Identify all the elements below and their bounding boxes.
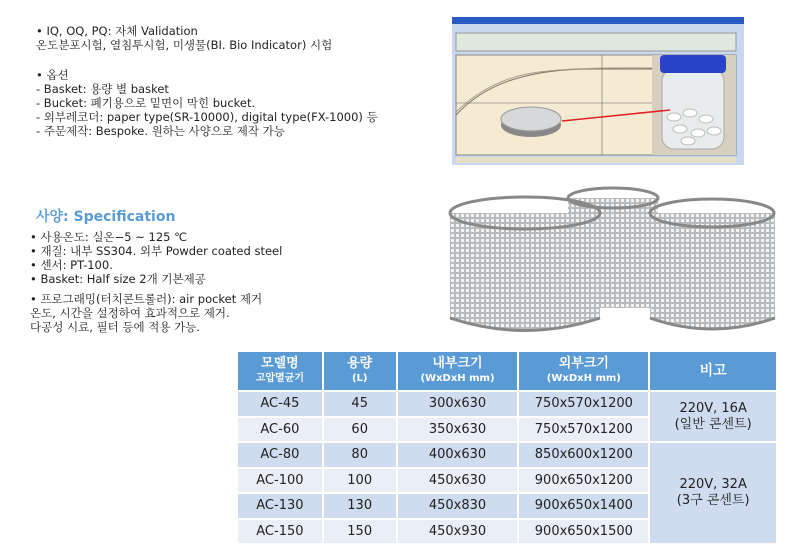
cell-capacity: 80 <box>323 442 397 468</box>
cell-model: AC-60 <box>238 417 323 443</box>
program-item: • 프로그래밍(터치콘트롤러): air pocket 제거 <box>30 292 263 306</box>
header-outer-size: 외부크기 (WxDxH mm) <box>518 352 649 391</box>
software-screenshot-image <box>452 17 744 165</box>
option-item: - Basket: 용량 별 basket <box>36 82 169 96</box>
validation-text <box>36 24 332 52</box>
cell-model: AC-45 <box>238 391 323 417</box>
option-item: - Bucket: 폐기용으로 밑면이 막힌 bucket. <box>36 96 256 110</box>
header-capacity: 용량 (L) <box>323 352 397 391</box>
cell-capacity: 60 <box>323 417 397 443</box>
cell-outer: 750x570x1200 <box>518 417 649 443</box>
spec-title: 사양: Specification <box>36 209 176 225</box>
option-item: - 주문제작: Bespoke. 원하는 사양으로 제작 가능 <box>36 124 285 138</box>
basket-right <box>650 199 775 329</box>
table-row <box>238 391 777 417</box>
validation-tests: 온도분포시험, 열침투시험, 미생물(BI. Bio Indicator) 시험 <box>36 38 333 52</box>
cell-note: 220V, 32A (3구 콘센트) <box>649 442 777 544</box>
spec-list <box>30 230 282 334</box>
options-list <box>36 68 378 138</box>
options-heading: • 옵션 <box>36 68 69 82</box>
cell-inner: 450x830 <box>397 493 519 519</box>
header-note: 비고 <box>649 352 777 391</box>
basket-left <box>450 197 600 331</box>
cell-capacity: 150 <box>323 519 397 545</box>
cell-outer: 750x570x1200 <box>518 391 649 417</box>
spec-item: • 사용온도: 실온−5 ~ 125 ℃ <box>30 230 188 244</box>
cell-model: AC-150 <box>238 519 323 545</box>
cell-inner: 300x630 <box>397 391 519 417</box>
header-model: 모델명 고압멸균기 <box>238 352 323 391</box>
cell-outer: 900x650x1500 <box>518 519 649 545</box>
program-item: 다공성 시료, 필터 등에 적용 가능. <box>30 320 201 334</box>
cell-inner: 450x930 <box>397 519 519 545</box>
cell-outer: 850x600x1200 <box>518 442 649 468</box>
spec-table <box>238 352 778 545</box>
basket-image <box>440 178 790 348</box>
spec-item: • 재질: 내부 SS304. 외부 Powder coated steel <box>30 244 283 258</box>
header-inner-size: 내부크기 (WxDxH mm) <box>397 352 519 391</box>
cell-model: AC-80 <box>238 442 323 468</box>
cell-capacity: 45 <box>323 391 397 417</box>
validation-line: • IQ, OQ, PQ: 자체 Validation <box>36 24 198 38</box>
cell-outer: 900x650x1200 <box>518 468 649 494</box>
cell-note: 220V, 16A (일반 콘센트) <box>649 391 777 442</box>
cell-capacity: 100 <box>323 468 397 494</box>
cell-capacity: 130 <box>323 493 397 519</box>
table-header-row <box>238 352 777 391</box>
table-row <box>238 442 777 468</box>
cell-model: AC-100 <box>238 468 323 494</box>
cell-model: AC-130 <box>238 493 323 519</box>
cell-inner: 450x630 <box>397 468 519 494</box>
program-item: 온도, 시간을 설정하여 효과적으로 제거. <box>30 306 230 320</box>
cell-inner: 400x630 <box>397 442 519 468</box>
cell-outer: 900x650x1400 <box>518 493 649 519</box>
option-item: - 외부레코더: paper type(SR-10000), digital type(FX-1000) 등 <box>36 110 378 124</box>
spec-item: • Basket: Half size 2개 기본제공 <box>30 272 206 286</box>
cell-inner: 350x630 <box>397 417 519 443</box>
spec-item: • 센서: PT-100. <box>30 258 113 272</box>
